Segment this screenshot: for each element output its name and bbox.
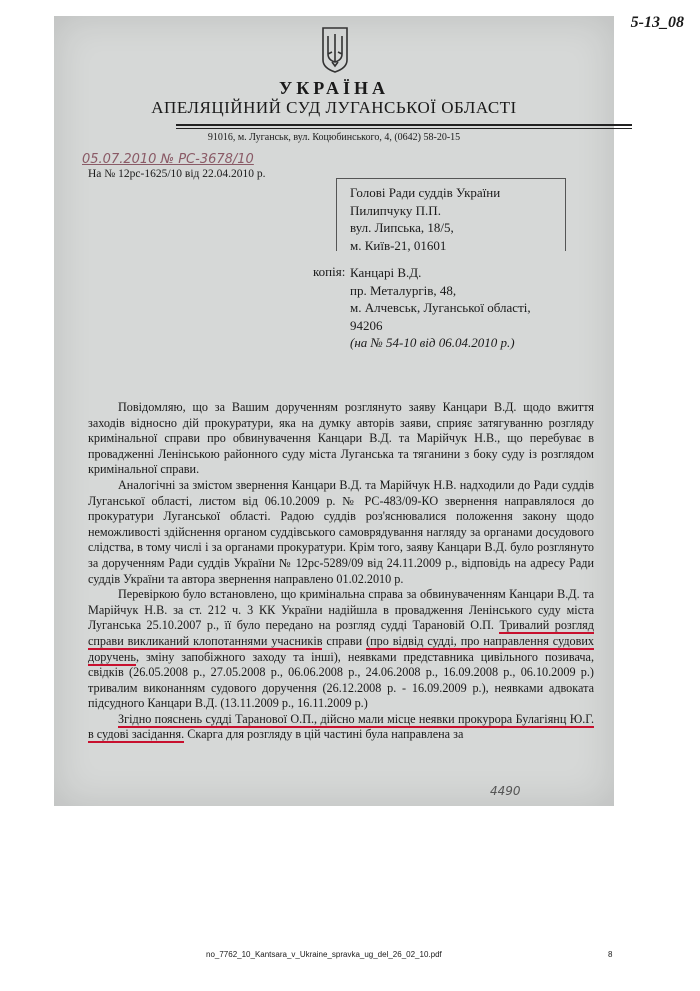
incoming-reference: На № 12рс-1625/10 від 22.04.2010 р. (88, 168, 266, 180)
copy-label: копія: (313, 264, 346, 279)
court-address: 91016, м. Луганськ, вул. Коцюбинського, 4, (0642) 58-20-15 (207, 132, 461, 143)
header-rule-thin (176, 128, 632, 129)
outgoing-number-handwritten: 05.07.2010 № РС-3678/10 (82, 152, 254, 167)
copy-line: пр. Металургів, 48, (350, 282, 457, 298)
scanned-letter (54, 16, 614, 806)
copy-line: Канцарі В.Д. (350, 265, 422, 280)
paragraph-text: справи (326, 633, 363, 648)
court-heading: АПЕЛЯЦІЙНИЙ СУД ЛУГАНСЬКОЇ ОБЛАСТІ (151, 98, 517, 117)
handwritten-number: 4490 (490, 784, 521, 798)
paragraph-text: Перевіркою було встановлено, що кримінальна справа за обвинуваченням Канцари В.Д. та Марійчук Н.В. за ст. 212 ч. 3 КК України надійшла в провадження Ленінського суду міста Луганська 25.10.2007 р., її було передано на розгляд судді Тарановій О.П. (88, 587, 594, 633)
document-id: 5-13_08 (630, 14, 684, 31)
recipient-line: Голові Ради суддів України (350, 185, 501, 200)
paragraph-text: Скарга для розгляду в цій частині була направлена за (187, 727, 464, 742)
highlighted-text: (про відвід судді, про направлення судових доручень (88, 633, 595, 664)
copy-recipient-block (350, 264, 531, 352)
recipient-block (350, 184, 500, 254)
paragraph (88, 712, 594, 743)
footer-page-number: 8 (608, 950, 613, 959)
trident-emblem-icon (320, 26, 350, 74)
copy-line: м. Алчевськ, Луганської області, (350, 300, 531, 315)
paragraph: Повідомляю, що за Вашим дорученням розглянуто заяву Канцари В.Д. щодо вжиття заходів відносно дій прокуратури, яка на думку авторів заяви, сприяє затягуванню розгляду кримінальної справи про обвинувачення Канцари В.Д. та Марійчук Н.В., що перебуває в провадженні Ленінською районного суду міста Луганська та тяганини з боку суду із розглядом кримінальної справи. (88, 400, 594, 477)
recipient-line: м. Київ-21, 01601 (350, 237, 447, 253)
highlighted-text: Тривалий розгляд справи викликаний клопотаннями учасників (88, 618, 594, 648)
country-heading: УКРАЇНА (279, 78, 389, 98)
header-rule (176, 124, 632, 126)
paragraph: Аналогічні за змістом звернення Канцари В.Д. та Марійчук Н.В. надходили до Ради суддів Луганської області, листом від 06.10.2009 р. № РС-483/09-КО звернення направлялося до прокуратури Луганської області. Радою суддів роз'яснювалися положення закону щодо неможливості здійснення органом суддівського самоврядування нагляду за органами досудового слідства, в тому числі і за органами прокуратури. Крім того, заяву Канцари В.Д. було розглянуто за дорученням Ради суддів України № 12рс-5289/09 від 24.11.2009 р., відповідь на адресу Ради суддів України та автора звернення направлено 01.02.2010 р. (88, 477, 594, 586)
paragraph-text: , зміну запобіжного заходу та інші), неявками представника цивільного позивача, свідків (26.05.2008 р., 27.05.2008 р., 06.06.2008 р., 24.06.2008 р., 16.09.2008 р., 06.10.2009 р.) тривалим виконанням судового доручення (26.12.2008 р. - 16.09.2009 р.), неявками адвоката підсудного Канцари В.Д. (13.11.2009 р., 16.11.2009 р.) (88, 649, 594, 711)
paragraph (88, 587, 594, 712)
footer-filename: no_7762_10_Kantsara_v_Ukraine_spravka_ug_del_26_02_10.pdf (206, 950, 442, 959)
highlighted-text: Згідно пояснень судді Таранової О.П., дійсно мали місце неявки прокурора Булагіянц Ю.Г. в судові засідання. (88, 711, 594, 742)
copy-line: (на № 54-10 від 06.04.2010 р.) (350, 335, 515, 350)
recipient-line: вул. Липська, 18/5, (350, 220, 454, 235)
recipient-line: Пилипчуку П.П. (350, 202, 441, 218)
letter-body (88, 400, 594, 743)
copy-line: 94206 (350, 317, 383, 333)
